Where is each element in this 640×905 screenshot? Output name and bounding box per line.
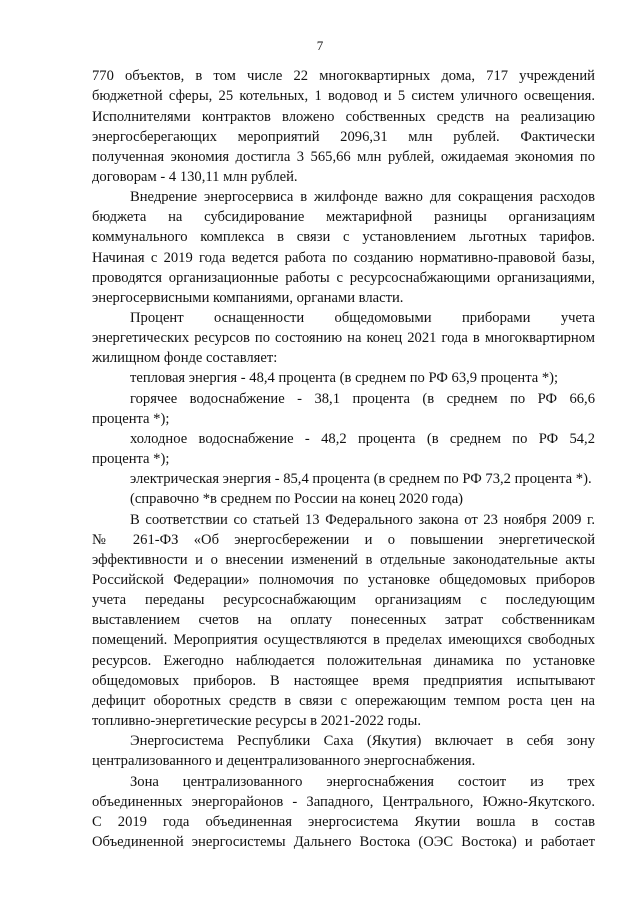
text-line: эффективности и о внесении изменений в отдельные законодательные акты [92, 552, 595, 568]
text-line: энергосберегающих мероприятий 2096,31 млн рублей. Фактически [92, 129, 595, 145]
text-line: В соответствии со статьей 13 Федерального закона от 23 ноября 2009 г. [130, 512, 595, 528]
text-line: процента *); [92, 411, 170, 427]
text-line: Энергосистема Республики Саха (Якутия) включает в себя зону [130, 733, 595, 749]
text-line: энергетических ресурсов по состоянию на конец 2021 года в многоквартирном [92, 330, 595, 346]
text-line: общедомовых приборов. В настоящее время предприятия испытывают [92, 673, 595, 689]
list-item: горячее водоснабжение - 38,1 процента (в среднем по РФ 66,6 [130, 391, 595, 407]
text-line: Российской Федерации» полномочия по установке общедомовых приборов [92, 572, 595, 588]
list-item: электрическая энергия - 85,4 процента (в среднем по РФ 73,2 процента *). [130, 471, 592, 487]
text-line: учета переданы ресурсоснабжающим организациям с последующим [92, 592, 595, 608]
text-line: выставлением счетов на оплату понесенных затрат собственникам [92, 612, 595, 628]
footnote-line: (справочно *в среднем по России на конец 2020 года) [130, 491, 464, 507]
list-item: тепловая энергия - 48,4 процента (в среднем по РФ 63,9 процента *); [130, 370, 559, 386]
text-line: проводятся организационные работы с ресурсоснабжающими организациями, [92, 270, 595, 286]
text-line: дефицит оборотных средств в связи с опережающим темпом роста цен на [92, 693, 595, 709]
text-line: договорам - 4 130,11 млн рублей. [92, 169, 298, 185]
text-line: жилищном фонде составляет: [92, 350, 278, 366]
list-item: холодное водоснабжение - 48,2 процента (в среднем по РФ 54,2 [130, 431, 595, 447]
text-line: объединенных энергорайонов - Западного, Центрального, Южно-Якутского. [92, 794, 595, 810]
text-line: энергосервисными компаниями, органами власти. [92, 290, 404, 306]
text-line: топливно-энергетические ресурсы в 2021-2022 годы. [92, 713, 421, 729]
text-line: Начиная с 2019 года ведется работа по созданию нормативно-правовой базы, [92, 250, 595, 266]
page-number: 7 [316, 38, 324, 53]
text-line: С 2019 года объединенная энергосистема Якутии вошла в состав [92, 814, 595, 830]
text-line: процента *); [92, 451, 170, 467]
text-line: Исполнителями контрактов вложено собственных средств на реализацию [92, 109, 595, 125]
text-line: централизованного и децентрализованного энергоснабжения. [92, 753, 476, 769]
text-line: № 261-ФЗ «Об энергосбережении и о повышении энергетической [92, 532, 595, 548]
text-line: Зона централизованного энергоснабжения состоит из трех [130, 774, 595, 790]
text-line: бюджета на субсидирование межтарифной разницы организациям [92, 209, 595, 225]
text-line: полученная экономия достигла 3 565,66 млн рублей, ожидаемая экономия по [92, 149, 595, 165]
text-line: бюджетной сферы, 25 котельных, 1 водовод и 5 систем уличного освещения. [92, 88, 595, 104]
text-line: ресурсов. Ежегодно наблюдается положительная динамика по установке [92, 653, 595, 669]
text-line: помещений. Мероприятия осуществляются в пределах имеющихся свободных [92, 632, 595, 648]
text-line: 770 объектов, в том числе 22 многоквартирных дома, 717 учреждений [92, 68, 595, 84]
text-line: Внедрение энергосервиса в жилфонде важно для сокращения расходов [130, 189, 595, 205]
text-line: Процент оснащенности общедомовыми приборами учета [130, 310, 595, 326]
text-line: Объединенной энергосистемы Дальнего Востока (ОЭС Востока) и работает [92, 834, 595, 850]
text-line: коммунального комплекса в связи с установлением льготных тарифов. [92, 229, 595, 245]
